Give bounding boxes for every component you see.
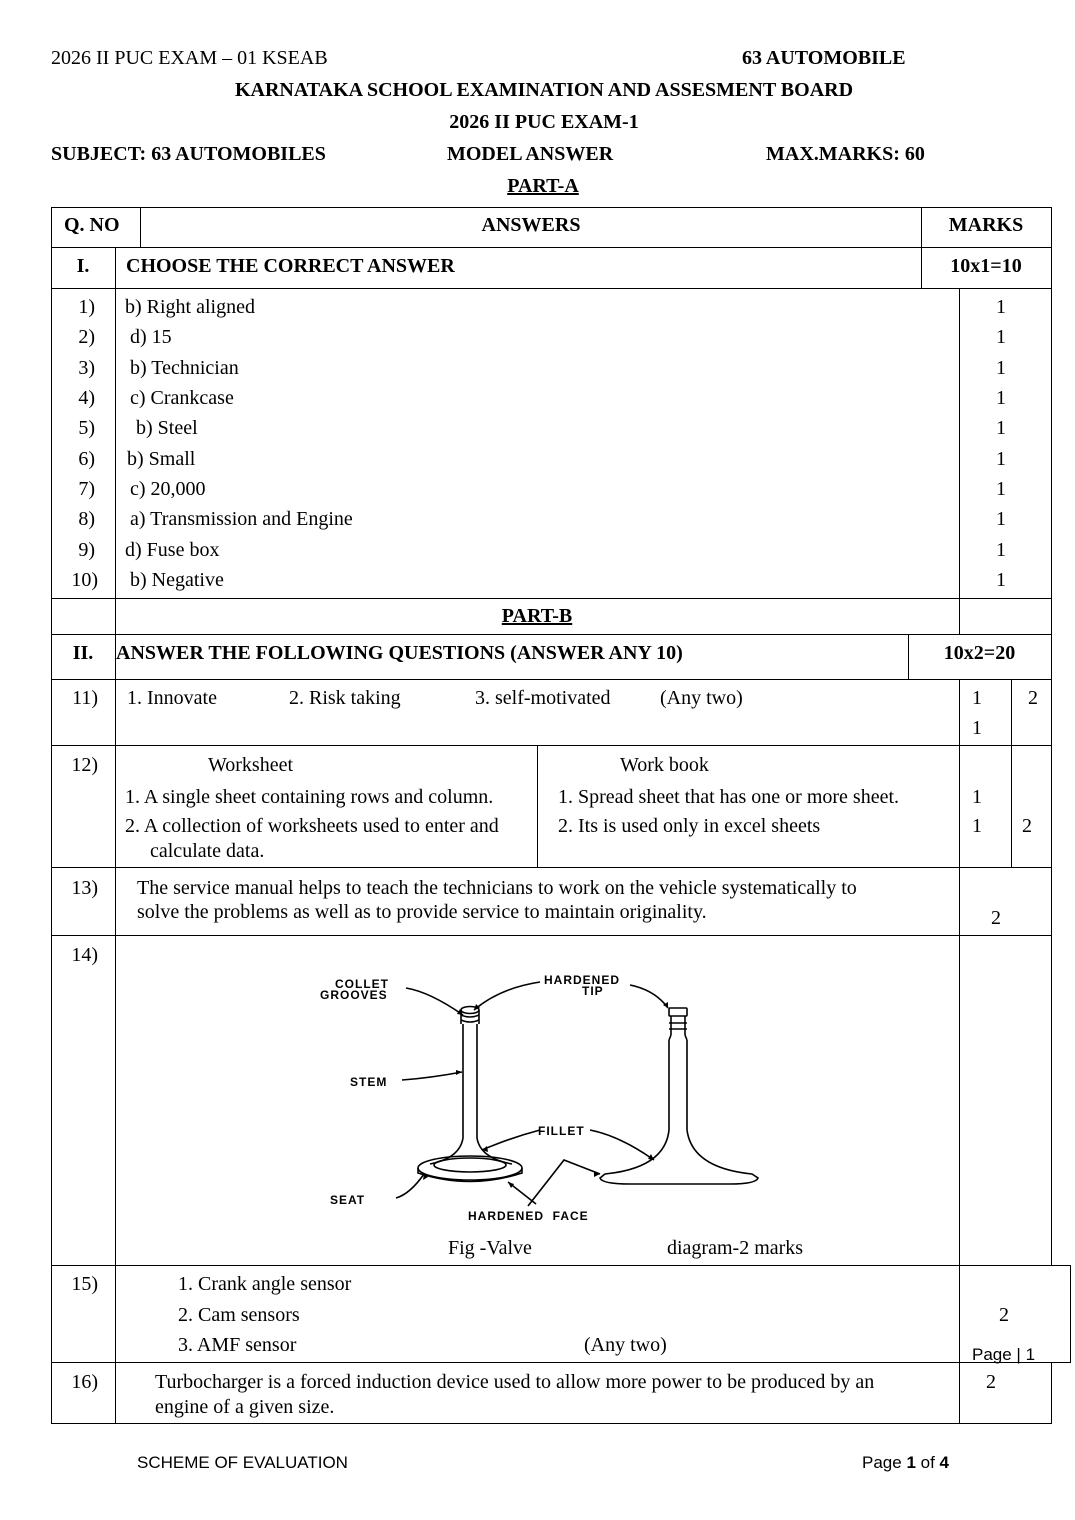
mcq-answer: a) Transmission and Engine: [130, 508, 353, 530]
page-total: 4: [939, 1453, 949, 1472]
mcq-marks: 1: [996, 448, 1006, 470]
mcq-number: 3): [78, 357, 95, 379]
mcq-marks: 1: [996, 387, 1006, 409]
page-current: 1: [906, 1453, 916, 1472]
sub-mark: 1: [972, 815, 982, 837]
col-qno-header: Q. NO: [64, 214, 120, 236]
mcq-answer: d) 15: [130, 326, 172, 348]
label-grooves: GROOVES: [320, 988, 388, 1002]
exam-title: 2026 II PUC EXAM-1: [449, 111, 639, 133]
figure-marks: diagram-2 marks: [667, 1237, 804, 1259]
header-left: 2026 II PUC EXAM – 01 KSEAB: [51, 47, 328, 69]
mcq-marks: 1: [996, 569, 1006, 591]
question-number: 13): [71, 877, 98, 899]
mcq-marks: 1: [996, 508, 1006, 530]
label-collet: COLLET: [335, 977, 389, 991]
page-prefix: Page: [862, 1453, 907, 1472]
answer-point: 2. Risk taking: [289, 687, 401, 709]
answer-point: 2. Cam sensors: [178, 1304, 300, 1326]
question-number: 15): [71, 1273, 98, 1295]
label-seat: SEAT: [330, 1193, 366, 1207]
label-hardened: HARDENED: [544, 973, 621, 987]
mcq-number: 7): [78, 478, 95, 500]
worksheet-point: 1. A single sheet containing rows and column.: [125, 786, 494, 808]
answer-point: 3. self-motivated: [475, 687, 611, 709]
section-2-title: ANSWER THE FOLLOWING QUESTIONS (ANSWER ANY 10): [116, 642, 683, 664]
answer-point: 3. AMF sensor: [178, 1334, 297, 1356]
mcq-answer: b) Small: [127, 448, 196, 470]
mcq-answer: b) Technician: [130, 357, 239, 379]
label-tip: TIP: [582, 984, 604, 998]
answer-note: (Any two): [660, 687, 743, 709]
mcq-number: 10): [71, 569, 98, 591]
section-2-number: II.: [72, 642, 94, 664]
sub-mark: 1: [972, 717, 982, 739]
total-mark: 2: [999, 1304, 1009, 1326]
total-mark: 2: [991, 907, 1001, 929]
figure-caption: Fig -Valve: [448, 1237, 532, 1259]
mcq-number: 5): [78, 417, 95, 439]
label-fillet: FILLET: [538, 1124, 585, 1138]
col-answers-header: ANSWERS: [481, 214, 581, 236]
header-right: 63 AUTOMOBILE: [742, 47, 906, 69]
sub-mark: 1: [972, 687, 982, 709]
mcq-answer: b) Steel: [136, 417, 198, 439]
mcq-number: 4): [78, 387, 95, 409]
mcq-number: 9): [78, 539, 95, 561]
label-stem: STEM: [350, 1075, 388, 1089]
total-mark: 2: [986, 1371, 996, 1393]
model-answer-label: MODEL ANSWER: [447, 143, 614, 165]
mcq-answer: c) 20,000: [130, 478, 206, 500]
total-mark: 2: [1028, 687, 1038, 709]
answer-point: 1. Innovate: [127, 687, 217, 709]
mcq-answer: b) Right aligned: [125, 296, 255, 318]
mcq-marks: 1: [996, 539, 1006, 561]
answer-text: The service manual helps to teach the technicians to work on the vehicle systematically to: [137, 877, 857, 899]
answer-text: solve the problems as well as to provide service to maintain originality.: [137, 901, 707, 923]
mcq-marks: 1: [996, 326, 1006, 348]
answer-point: 1. Crank angle sensor: [178, 1273, 352, 1295]
part-b-heading: PART-B: [501, 605, 573, 627]
mcq-number: 1): [78, 296, 95, 318]
total-mark: 2: [1022, 815, 1032, 837]
workbook-point: 2. Its is used only in excel sheets: [558, 815, 821, 837]
mcq-number: 8): [78, 508, 95, 530]
question-number: 11): [72, 687, 98, 709]
mcq-marks: 1: [996, 478, 1006, 500]
col-marks-header: MARKS: [948, 214, 1024, 236]
workbook-heading: Work book: [620, 754, 709, 776]
max-marks-label: MAX.MARKS: 60: [766, 143, 925, 165]
page-stamp: Page | 1: [972, 1345, 1036, 1364]
part-a-heading: PART-A: [507, 175, 579, 197]
sub-mark: 1: [972, 786, 982, 808]
workbook-point: 1. Spread sheet that has one or more sheet.: [558, 786, 900, 808]
section-1-title: CHOOSE THE CORRECT ANSWER: [126, 255, 455, 277]
question-number: 12): [71, 754, 98, 776]
answer-text: Turbocharger is a forced induction device used to allow more power to be produced by an: [155, 1371, 875, 1393]
worksheet-point: 2. A collection of worksheets used to enter and: [125, 815, 499, 837]
label-hardened-face: HARDENED FACE: [468, 1209, 589, 1223]
mcq-number: 6): [78, 448, 95, 470]
mcq-answer: b) Negative: [130, 569, 224, 591]
question-number: 14): [71, 944, 98, 966]
mcq-answer: c) Crankcase: [130, 387, 234, 409]
page-of: of: [915, 1453, 940, 1472]
mcq-marks: 1: [996, 357, 1006, 379]
mcq-marks: 1: [996, 417, 1006, 439]
section-1-marks: 10x1=10: [950, 255, 1022, 277]
mcq-marks: 1: [996, 296, 1006, 318]
mcq-answer: d) Fuse box: [125, 539, 220, 561]
answer-text: engine of a given size.: [155, 1396, 335, 1418]
subject-label: SUBJECT: 63 AUTOMOBILES: [51, 143, 326, 165]
section-2-marks: 10x2=20: [943, 642, 1016, 664]
worksheet-point-continued: calculate data.: [150, 840, 265, 862]
footer-page-number: [862, 1453, 949, 1473]
board-title: KARNATAKA SCHOOL EXAMINATION AND ASSESMENT BOARD: [234, 79, 854, 101]
valve-diagram: [300, 960, 780, 1230]
answer-note: (Any two): [584, 1334, 667, 1356]
worksheet-heading: Worksheet: [208, 754, 294, 776]
question-number: 16): [71, 1371, 98, 1393]
section-1-number: I.: [76, 255, 90, 277]
mcq-number: 2): [78, 326, 95, 348]
footer-label: SCHEME OF EVALUATION: [137, 1453, 348, 1472]
